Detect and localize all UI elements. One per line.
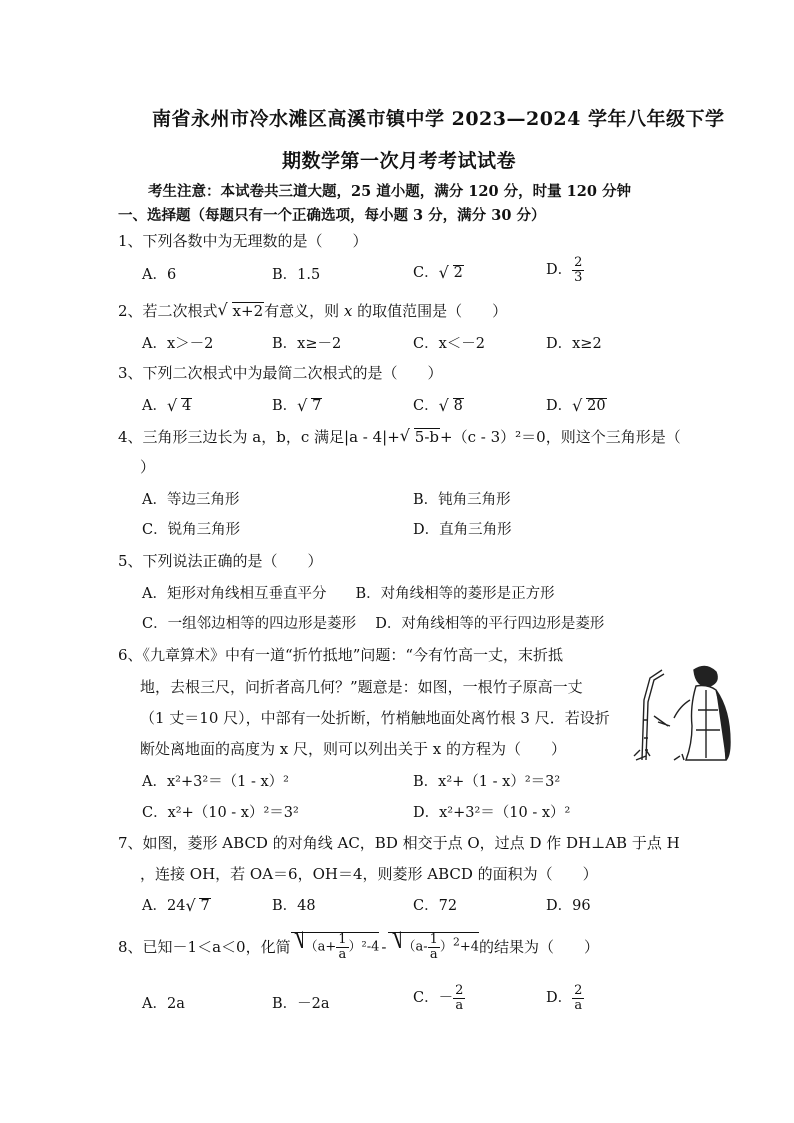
q5-options-line2: C．一组邻边相等的四边形是菱形 D．对角线相等的平行四边形是菱形 — [142, 616, 605, 632]
question-2-stem: 2、若二次根式√ x+2有意义，则 x 的取值范围是（ ） — [118, 300, 507, 321]
q4-option-a: A．等边三角形 — [142, 492, 240, 508]
q5-options-line1: A．矩形对角线相互垂直平分 B．对角线相等的菱形是正方形 — [142, 586, 555, 602]
question-6-line2: 地，去根三尺，问折者高几何？”题意是：如图，一根竹子原高一丈 — [140, 678, 583, 696]
question-4-stem-line2: ） — [140, 458, 156, 476]
question-7-line1: 7、如图，菱形 ABCD 的对角线 AC，BD 相交于点 O，过点 D 作 DH⊥AB 于点 H — [118, 834, 680, 852]
q2-option-b: B．x≥－2 — [272, 336, 342, 352]
q3-option-d: D．√ 20 — [546, 394, 607, 415]
question-4-stem: 4、三角形三边长为 a，b，c 满足|a - 4|+√ 5-b+（c - 3）²＝0，则这个三角形是（ — [118, 426, 681, 447]
question-7-line2: ，连接 OH，若 OA＝6，OH＝4，则菱形 ABCD 的面积为（ ） — [140, 865, 598, 883]
q2-option-d: D．x≥2 — [546, 336, 602, 352]
exam-notice: 考生注意：本试卷共三道大题，25 道小题，满分 120 分，时量 120 分钟 — [148, 183, 631, 200]
q6-option-c: C．x²+（10 - x）²＝3² — [142, 805, 299, 821]
q4-option-d: D．直角三角形 — [413, 522, 512, 538]
q6-option-b: B．x²+（1 - x）²＝3² — [413, 774, 561, 790]
bamboo-scholar-illustration — [628, 660, 746, 766]
q8-option-a: A．2a — [142, 996, 185, 1012]
q8-option-b: B．－2a — [272, 996, 330, 1012]
q3-option-a: A．√ 4 — [142, 394, 192, 415]
question-8-stem: 8、已知－1＜a＜0，化简 ⎷ （a+ $\frac{1}{a}$ ）²-4 - ⎷ （a- $\frac{1}{a}$ ）$^2$+4 的结果为（ ） — [118, 932, 599, 961]
q4-option-b: B．钝角三角形 — [413, 492, 511, 508]
q1-option-c: C．√ 2 — [413, 261, 464, 282]
section-heading: 一、选择题（每题只有一个正确选项，每小题 3 分，满分 30 分） — [118, 207, 546, 224]
q6-option-d: D．x²+3²＝（10 - x）² — [413, 805, 571, 821]
exam-title-line2: 期数学第一次月考考试试卷 — [282, 150, 517, 172]
q3-option-c: C．√ 8 — [413, 394, 464, 415]
question-1-stem: 1、下列各数中为无理数的是（ ） — [118, 232, 368, 250]
question-5-stem: 5、下列说法正确的是（ ） — [118, 552, 323, 570]
q1-option-b: B．1.5 — [272, 267, 321, 283]
question-6-line4: 断处离地面的高度为 x 尺，则可以列出关于 x 的方程为（ ） — [140, 740, 566, 758]
q7-option-d: D．96 — [546, 898, 591, 914]
q3-option-b: B．√ 7 — [272, 394, 322, 415]
q6-option-a: A．x²+3²＝（1 - x）² — [142, 774, 289, 790]
q1-option-d: D． $\frac{2}{3}$ — [546, 255, 583, 285]
question-3-stem: 3、下列二次根式中为最简二次根式的是（ ） — [118, 364, 443, 382]
exam-title-line1: 南省永州市冷水滩区高溪市镇中学 2023—2024 学年八年级下学 — [152, 108, 725, 130]
question-6-line3: （1 丈＝10 尺），中部有一处折断，竹梢触地面处离竹根 3 尺．若设折 — [140, 709, 610, 727]
q7-option-b: B．48 — [272, 898, 316, 914]
q7-option-c: C．72 — [413, 898, 458, 914]
q4-option-c: C．锐角三角形 — [142, 522, 241, 538]
q8-option-d: D． $\frac{2}{a}$ — [546, 983, 583, 1013]
q2-option-c: C．x＜－2 — [413, 336, 485, 352]
q1-option-a: A．6 — [142, 267, 177, 283]
q7-option-a: A．24√ 7 — [142, 894, 211, 915]
q8-option-c: C．－ $\frac{2}{a}$ — [413, 983, 464, 1013]
q2-option-a: A．x＞－2 — [142, 336, 214, 352]
question-6-line1: 6、《九章算术》中有一道“折竹抵地”问题：“今有竹高一丈，末折抵 — [118, 646, 564, 664]
